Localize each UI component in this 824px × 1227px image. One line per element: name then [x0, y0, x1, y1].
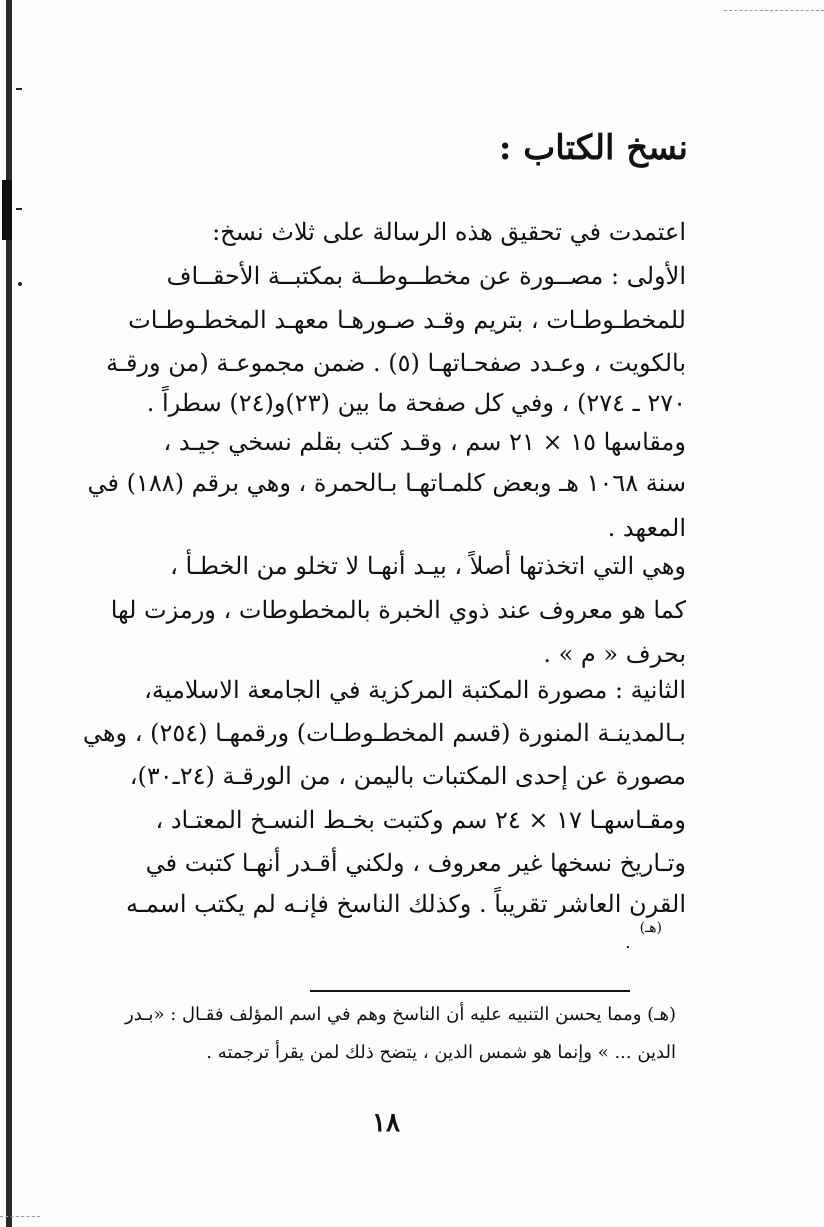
- body-line: ومقاسها ١٥ × ٢١ سم ، وقـد كتب بقلم نسخي جيـد ،: [163, 428, 686, 456]
- body-line: ومقـاسهـا ١٧ × ٢٤ سم وكتبت بخـط النسـخ المعتـاد ،: [155, 806, 686, 834]
- body-line: الأولى : مصــورة عن مخطــوطــة بمكتبــة الأحقــاف: [166, 262, 686, 290]
- body-line: المعهد .: [607, 514, 686, 542]
- body-line: سنة ١٠٦٨ هـ وبعض كلمـاتهـا بـالحمرة ، وهي برقم (١٨٨) في: [87, 469, 686, 497]
- margin-dot: [18, 282, 22, 286]
- scan-edge-top: [724, 10, 824, 11]
- body-line: للمخطـوطـات ، بتريم وقـد صـورهـا معهـد المخطـوطـات: [128, 306, 686, 334]
- body-line: بالكويت ، وعـدد صفحـاتهـا (٥) . ضمن مجموعـة (من ورقـة: [106, 349, 686, 377]
- margin-tick: [16, 208, 22, 210]
- body-line: وتـاريخ نسخها غير معروف ، ولكني أقـدر أنهـا كتبت في: [145, 849, 686, 877]
- body-line: كما هو معروف عند ذوي الخبرة بالمخطوطات ، ورمزت لها: [110, 596, 686, 624]
- footnote-line: (هـ) ومما يحسن التنبيه عليه أن الناسخ وهم في اسم المؤلف فقـال : «بـدر: [125, 1004, 676, 1025]
- body-line: ٢٧٠ ـ ٢٧٤) ، وفي كل صفحة ما بين (٢٣)و(٢٤) سطراً .: [146, 389, 686, 417]
- body-line: وهي التي اتخذتها أصلاً ، بيـد أنهـا لا تخلو من الخطـأ ،: [170, 552, 686, 580]
- note-period: .: [625, 932, 631, 953]
- page-number: ١٨: [372, 1108, 400, 1138]
- scan-edge-bottom: [0, 1216, 40, 1217]
- footnote-separator: [310, 990, 630, 992]
- margin-tick: [16, 88, 22, 90]
- section-heading: نسخ الكتاب :: [498, 128, 688, 168]
- body-line: مصورة عن إحدى المكتبات باليمن ، من الورقـة (٢٤ـ٣٠)،: [129, 762, 686, 790]
- body-line: القرن العاشر تقريباً . وكذلك الناسخ فإنـه لم يكتب اسمـه: [125, 890, 686, 918]
- body-line: بـالمدينـة المنورة (قسم المخطـوطـات) ورقمهـا (٢٥٤) ، وهي: [82, 719, 686, 747]
- footnote-line: الدين ... » وإنما هو شمس الدين ، يتضح ذلك لمن يقرأ ترجمته .: [206, 1042, 676, 1063]
- spine-shadow: [2, 180, 12, 240]
- footnote-marker: (هـ): [639, 920, 662, 936]
- body-line: بحرف « م » .: [543, 640, 686, 668]
- body-line: الثانية : مصورة المكتبة المركزية في الجامعة الاسلامية،: [144, 676, 686, 704]
- body-line: اعتمدت في تحقيق هذه الرسالة على ثلاث نسخ:: [212, 218, 686, 246]
